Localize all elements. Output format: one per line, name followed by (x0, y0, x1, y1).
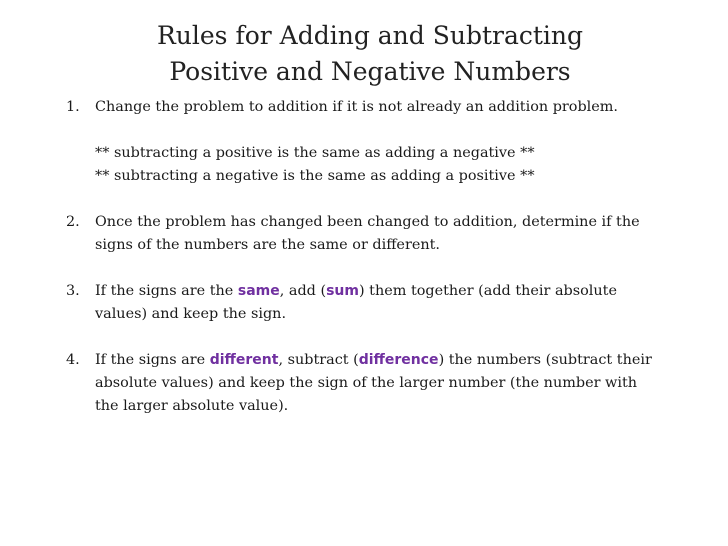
rule-note: ** subtracting a positive is the same as adding a negative ** (95, 145, 535, 161)
keyword-different: different (209, 352, 279, 368)
rule-note: ** subtracting a negative is the same as adding a positive ** (95, 168, 535, 184)
rule-2 (64, 211, 664, 257)
title-line-1: Rules for Adding and Subtracting (156, 21, 584, 50)
rule-text-part: If the signs are the (95, 283, 238, 299)
keyword-sum: sum (326, 283, 359, 299)
rule-number: 1. (66, 99, 80, 115)
title-line-2: Positive and Negative Numbers (169, 57, 571, 86)
keyword-same: same (237, 283, 280, 299)
rule-3 (64, 280, 664, 326)
rule-text-part: ) the numbers (subtract their absolute values) and keep the sign of the larger number (the number with the larger absolute value). (95, 352, 652, 414)
rule-number: 4. (66, 352, 80, 368)
rule-text: Change the problem to addition if it is not already an addition problem. (95, 99, 619, 115)
rule-text (95, 283, 617, 322)
rule-text (95, 352, 652, 414)
rule-text-part: , add ( (279, 283, 327, 299)
rule-text: Once the problem has changed been changed to addition, determine if the signs of the numbers are the same or different. (95, 214, 640, 253)
rule-1 (64, 96, 664, 188)
rule-text-part: ) them together (add their absolute values) and keep the sign. (95, 283, 617, 322)
keyword-difference: difference (358, 352, 439, 368)
slide-title (100, 18, 640, 90)
rule-text-part: If the signs are (95, 352, 210, 368)
rule-number: 2. (66, 214, 80, 230)
rule-notes (95, 142, 664, 188)
rule-text-part: , subtract ( (278, 352, 359, 368)
rule-4 (64, 349, 664, 418)
rules-list (64, 96, 664, 441)
rule-number: 3. (66, 283, 80, 299)
